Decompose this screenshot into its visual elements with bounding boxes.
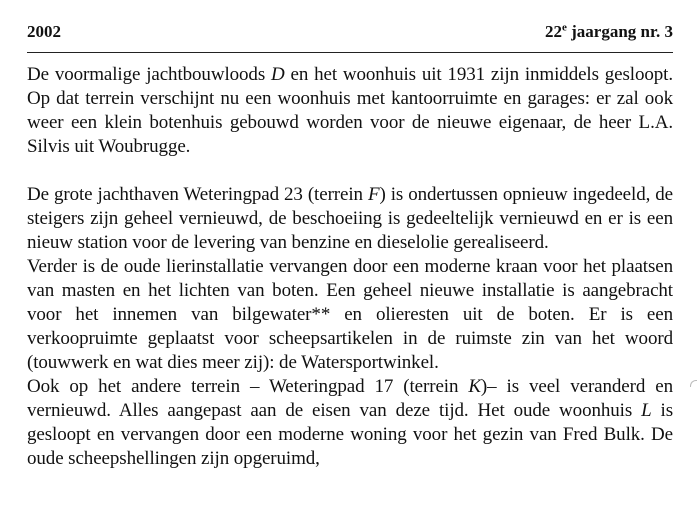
paragraph-2-italic-f: F	[367, 184, 380, 205]
paragraph-3: Verder is de oude lierinstallatie vervangen door een moderne kraan voor het plaatsen van masten en het lichten van boten. Een geheel nieuwe installatie is aangebracht voor het innemen van bilgewater** en olieresten uit de boten. Er is een verkoopruimte geplaatst voor scheepsartikelen in de ruimste zin van het woord (touwwerk en wat dies meer zij): de Watersportwinkel.	[27, 256, 673, 373]
paragraph-4	[27, 375, 673, 471]
paragraph-2-text-c: ) is ondertussen opnieuw ingedeeld, de steigers zijn geheel vernieuwd, de beschoeiing is gedeeltelijk vernieuwd en er is een nieuw station voor de levering van benzine en dieselolie gerealiseerd.	[27, 184, 673, 253]
header-issue	[545, 20, 673, 44]
paragraph-4-text-c: )– is veel veranderd en vernieuwd. Alles aangepast aan de eisen van deze tijd. Het oude woonhuis	[27, 376, 673, 421]
header-issue-number: 22	[545, 22, 562, 41]
paragraph-4-italic-k: K	[468, 376, 481, 397]
paragraph-4-italic-l: L	[641, 400, 652, 421]
paragraph-4-text-a: Ook op het andere terrein – Weteringpad 17 (terrein	[27, 376, 469, 397]
paragraph-2-text-a: De grote jachthaven Weteringpad 23 (terrein	[27, 184, 368, 205]
paragraph-gap	[27, 159, 673, 183]
page-header	[27, 20, 673, 53]
paragraph-1	[27, 63, 673, 159]
paragraph-1-text-a: De voormalige jachtbouwloods	[27, 64, 271, 85]
header-issue-rest: jaargang nr. 3	[566, 22, 673, 41]
paragraph-2	[27, 183, 673, 255]
paragraph-1-text-c: en het woonhuis uit 1931 zijn inmiddels gesloopt. Op dat terrein verschijnt nu een woonhuis met kantoorruimte en garages: er zal ook weer een klein botenhuis gebouwd worden voor de nieuwe eigenaar, de heer L.A. Silvis uit Woubrugge.	[27, 64, 673, 157]
paragraph-1-italic-d: D	[271, 64, 285, 85]
header-year: 2002	[27, 22, 61, 41]
scan-margin-mark	[690, 380, 697, 387]
document-page	[27, 20, 673, 471]
paragraph-4-text-e: is gesloopt en vervangen door een moderne woning voor het gezin van Fred Bulk. De oude scheepshellingen zijn opgeruimd,	[27, 400, 673, 469]
article-body	[27, 63, 673, 471]
header-issue-sup: e	[562, 21, 567, 34]
